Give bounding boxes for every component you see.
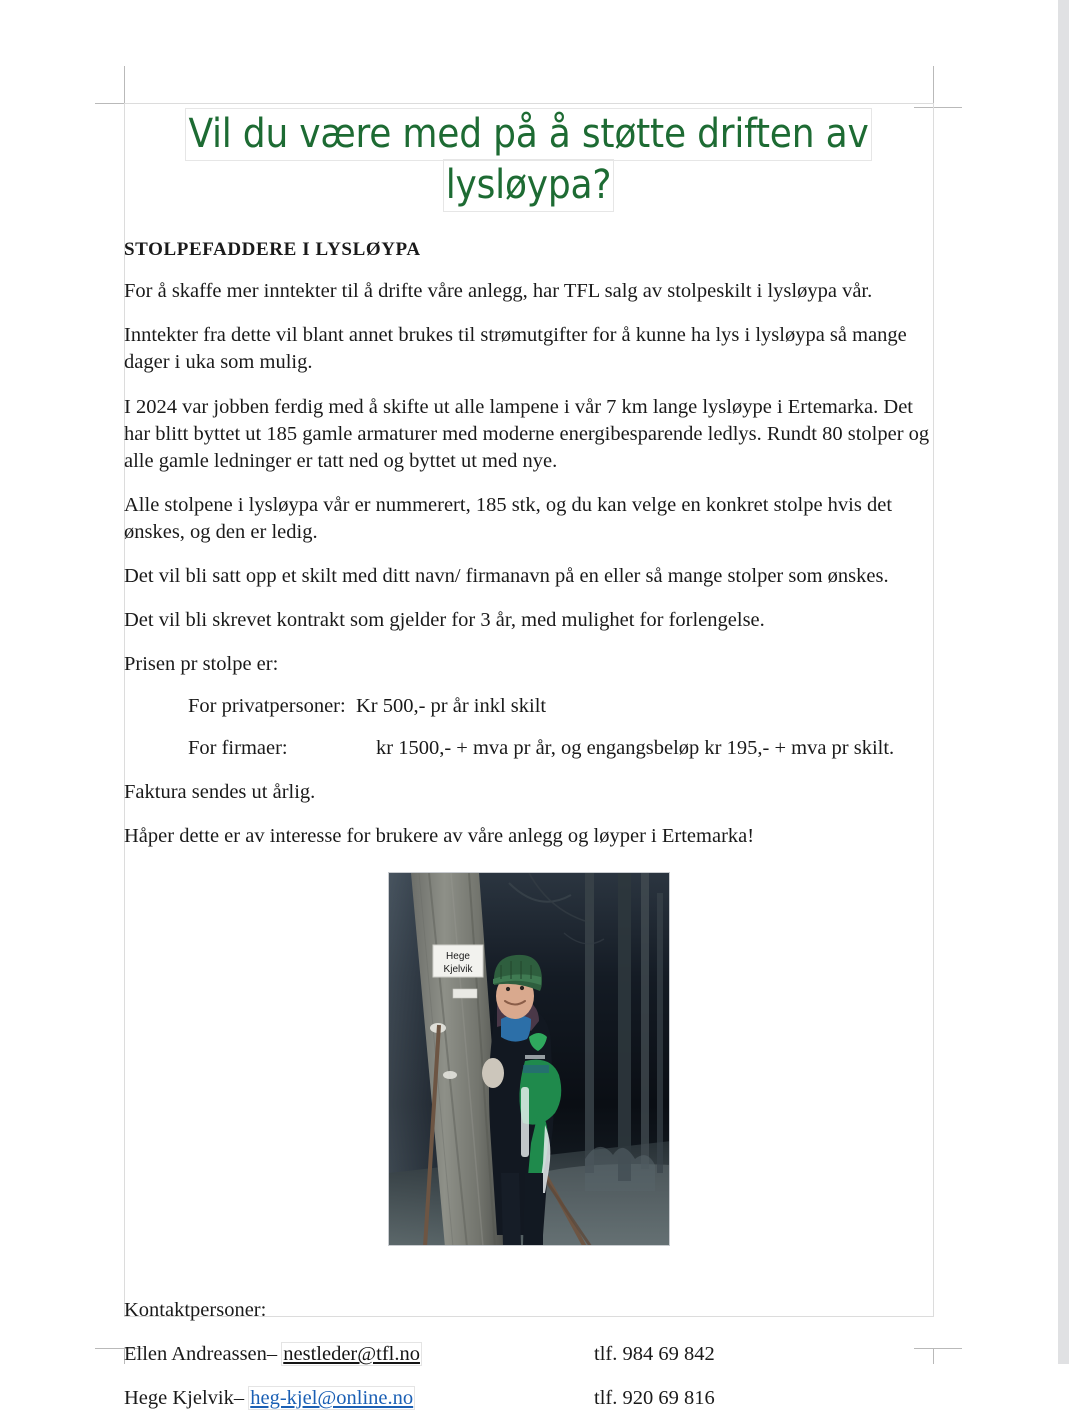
contact-phone-hege: tlf. 920 69 816 <box>594 1387 715 1410</box>
contact-name-hege: Hege Kjelvik– <box>124 1387 250 1410</box>
document-content <box>124 103 933 1412</box>
section-heading: STOLPEFADDERE I LYSLØYPA <box>124 239 421 261</box>
price-value-private: Kr 500,- pr år inkl skilt <box>355 694 547 717</box>
text-frame-right-edge <box>933 103 934 1316</box>
paragraph-contract: Det vil bli skrevet kontrakt som gjelder for 3 år, med mulighet for forlengelse. <box>124 608 765 631</box>
pole-sponsor-photo <box>388 872 670 1246</box>
contacts-section <box>124 1297 933 1412</box>
paragraph-sign-setup: Det vil bli satt opp et skilt med ditt navn/ firmanavn på en eller så mange stolper som ønskes. <box>124 564 889 587</box>
paragraph-income-usage: Inntekter fra dette vil blant annet brukes til strømutgifter for å kunne ha lys i lysløypa så mange dager i uka som mulig. <box>124 324 907 374</box>
paragraph-price-intro: Prisen pr stolpe er: <box>124 652 279 675</box>
contact-row-ellen <box>124 1341 933 1368</box>
photo-container <box>124 872 933 1251</box>
paragraph-invoice: Faktura sendes ut årlig. <box>124 780 316 803</box>
page-background-gutter <box>1058 0 1069 1364</box>
price-row-company <box>188 735 933 762</box>
svg-text:Kjelvik: Kjelvik <box>443 964 472 976</box>
contact-phone-ellen: tlf. 984 69 842 <box>594 1343 715 1366</box>
contacts-heading: Kontaktpersoner: <box>124 1299 267 1322</box>
crop-mark-bottom-right-vertical <box>933 1348 934 1364</box>
contact-email-hege[interactable]: heg-kjel@online.no <box>250 1387 414 1410</box>
price-row-private <box>188 693 933 720</box>
svg-text:Hege: Hege <box>445 951 470 963</box>
paragraph-closing: Håper dette er av interesse for brukere av våre anlegg og løyper i Ertemarka! <box>124 825 755 848</box>
paragraph-pole-numbering: Alle stolpene i lysløypa vår er nummerert, 185 stk, og du kan velge en konkret stolpe hvis det ønskes, og den er ledig. <box>124 493 893 543</box>
price-label-company: For firmaer: <box>188 736 288 759</box>
paragraph-intro: For å skaffe mer inntekter til å drifte våre anlegg, har TFL salg av stolpeskilt i lysløypa vår. <box>124 280 873 303</box>
contact-email-ellen[interactable]: nestleder@tfl.no <box>283 1343 420 1366</box>
page-title <box>124 103 933 215</box>
photo-illustration <box>389 873 670 1246</box>
contact-name-ellen: Ellen Andreassen– <box>124 1343 283 1366</box>
page-title-line-1: Vil du være med på å støtte driften av <box>186 109 870 160</box>
page-title-line-2: lysløypa? <box>444 160 614 211</box>
contact-row-hege <box>124 1385 933 1412</box>
price-value-company: kr 1500,- + mva pr år, og engangsbeløp kr 195,- + mva pr skilt. <box>376 736 895 759</box>
price-label-private: For privatpersoner: <box>188 694 346 717</box>
paragraph-2024-work: I 2024 var jobben ferdig med å skifte ut alle lampene i vår 7 km lange lysløype i Ertemarka. Det har blitt byttet ut 185 gamle armaturer med moderne energibesparende ledlys. Rundt 80 stolper og alle gamle ledninger er tatt ned og byttet ut med nye. <box>124 395 930 472</box>
